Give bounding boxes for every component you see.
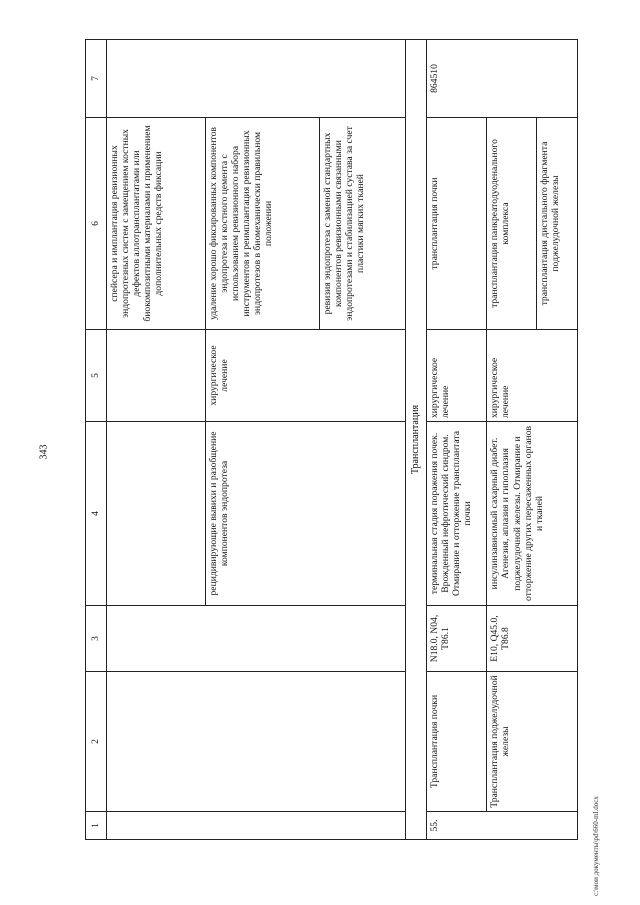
cell-treatment-type: хирургическое лечение <box>487 330 578 422</box>
cell-codes: N18.0, N04, T86.1 <box>426 606 486 672</box>
cell-number-empty <box>106 812 406 840</box>
treatment-table <box>85 39 578 840</box>
section-header-row <box>406 40 427 840</box>
cell-name-empty <box>106 672 406 812</box>
cell-method: трансплантация почки <box>426 118 486 330</box>
column-number-3: 3 <box>86 606 107 672</box>
column-number-1: 1 <box>86 812 107 840</box>
column-number-row <box>86 40 107 840</box>
cell-method: трансплантация дистального фрагмента поджелудочной железы <box>536 118 577 330</box>
page-number: 343 <box>38 444 50 460</box>
rotated-table-container <box>85 40 578 840</box>
cell-name: Трансплантация поджелудочной железы <box>487 672 578 812</box>
section-title: Трансплантация <box>406 40 427 840</box>
footer-path: c:\мои документы\pd\660-ml.docx <box>592 796 600 896</box>
cell-row-number: 55. <box>426 812 577 840</box>
column-number-6: 6 <box>86 118 107 330</box>
table-row <box>426 40 486 840</box>
cell-treatment-type: хирургическое лечение <box>205 330 406 422</box>
column-number-5: 5 <box>86 330 107 422</box>
cell-name: Трансплантация почки <box>426 672 486 812</box>
cell-price-empty <box>106 40 406 118</box>
cell-codes-empty <box>106 606 406 672</box>
column-number-4: 4 <box>86 422 107 606</box>
cell-model-empty <box>106 422 205 606</box>
cell-method: трансплантация панкреатодуоденального комплекса <box>487 118 537 330</box>
cell-price: 864510 <box>426 40 577 118</box>
column-number-7: 7 <box>86 40 107 118</box>
table-row <box>106 40 205 840</box>
cell-codes: E10, Q45.0, T86.8 <box>487 606 578 672</box>
cell-patient-model: инсулинзависимый сахарный диабет. Агенезия, аплазия и гипоплазия поджелудочной железы. Отмирание и отторжение других пересаженных органов и тканей <box>487 422 578 606</box>
cell-patient-model: терминальная стадия поражения почек. Врожденный нефротический синдром. Отмирание и отторжение трансплантата почки <box>426 422 486 606</box>
cell-type-empty <box>106 330 205 422</box>
cell-method: ревизия эндопротеза с заменой стандартных компонентов ревизионными связанными эндопротезами и стабилизацией сустава за счет пластики мягких тканей <box>320 118 406 330</box>
cell-treatment-type: хирургическое лечение <box>426 330 486 422</box>
cell-method: удаление хорошо фиксированных компонентов эндопротеза и костного цемента с использованием ревизионного набора инструментов и реимплантация ревизионных эндопротезов в биомеханически правильном положении <box>205 118 319 330</box>
cell-patient-model: рецидивирующие вывихи и разобщение компонентов эндопротеза <box>205 422 406 606</box>
cell-method: спейсера и имплантация ревизионных эндопротезных систем с замещением костных дефектов аллотрансплантатами или биокомпозитными материалами и применением дополнительных средств фиксации <box>106 118 205 330</box>
table-row <box>487 40 537 840</box>
column-number-2: 2 <box>86 672 107 812</box>
